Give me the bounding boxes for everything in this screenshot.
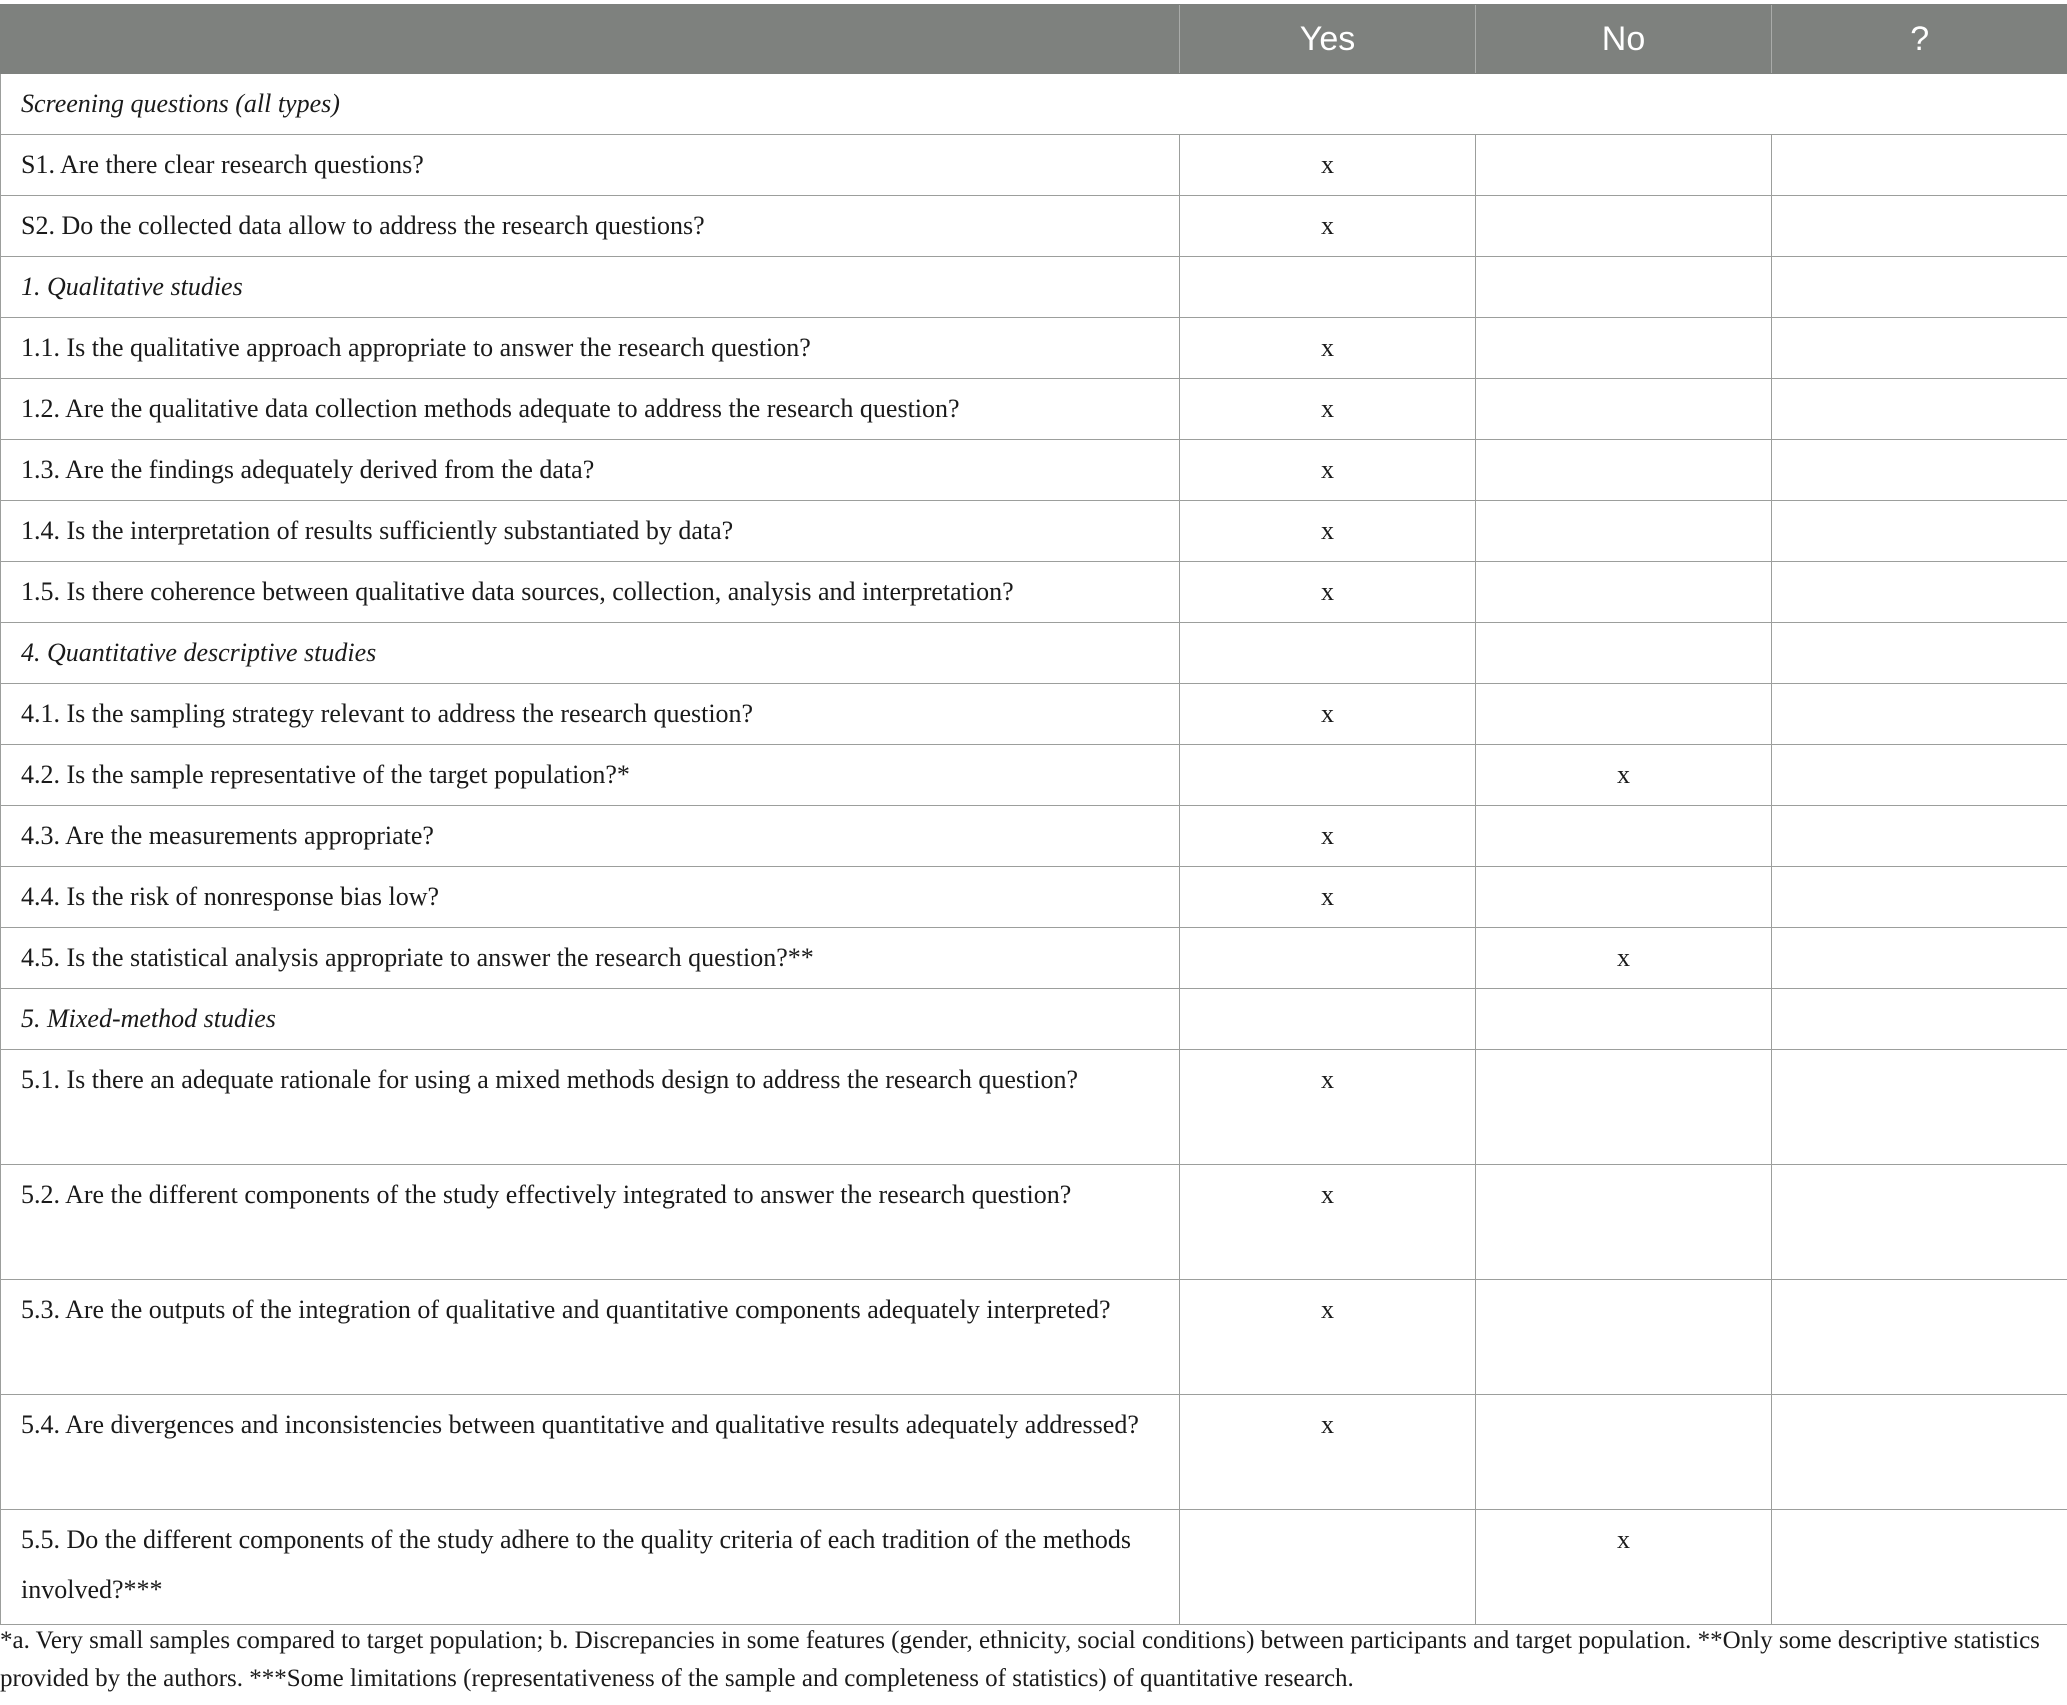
table-container xyxy=(0,4,2067,1625)
no-cell xyxy=(1476,1395,1772,1510)
question-cell: S2. Do the collected data allow to address the research questions? xyxy=(1,196,1180,257)
unsure-cell xyxy=(1772,318,2067,379)
table-row xyxy=(1,501,2067,562)
yes-cell: x xyxy=(1180,318,1476,379)
section-label: 1. Qualitative studies xyxy=(1,257,1180,318)
no-cell: x xyxy=(1476,1510,1772,1625)
unsure-cell xyxy=(1772,745,2067,806)
section-label: 5. Mixed-method studies xyxy=(1,989,1180,1050)
unsure-cell xyxy=(1772,196,2067,257)
unsure-cell xyxy=(1772,1395,2067,1510)
question-cell: 4.3. Are the measurements appropriate? xyxy=(1,806,1180,867)
yes-cell: x xyxy=(1180,1165,1476,1280)
section-label: 4. Quantitative descriptive studies xyxy=(1,623,1180,684)
no-cell xyxy=(1476,684,1772,745)
no-cell xyxy=(1476,806,1772,867)
yes-cell: x xyxy=(1180,806,1476,867)
unsure-cell xyxy=(1772,257,2067,318)
table-row xyxy=(1,1395,2067,1510)
unsure-cell xyxy=(1772,440,2067,501)
unsure-cell xyxy=(1772,623,2067,684)
yes-cell xyxy=(1180,623,1476,684)
table-row xyxy=(1,867,2067,928)
section-row xyxy=(1,623,2067,684)
table-row xyxy=(1,684,2067,745)
question-cell: 1.2. Are the qualitative data collection methods adequate to address the research question? xyxy=(1,379,1180,440)
table-row xyxy=(1,1280,2067,1395)
no-cell xyxy=(1476,318,1772,379)
quality-appraisal-table xyxy=(0,4,2067,1625)
no-cell xyxy=(1476,1050,1772,1165)
no-cell xyxy=(1476,562,1772,623)
table-row xyxy=(1,440,2067,501)
question-cell: 5.3. Are the outputs of the integration of qualitative and quantitative components adequately interpreted? xyxy=(1,1280,1180,1395)
question-cell: 4.2. Is the sample representative of the target population?* xyxy=(1,745,1180,806)
screening-row xyxy=(1,74,2067,135)
header-question xyxy=(1,5,1180,74)
question-cell: 5.4. Are divergences and inconsistencies between quantitative and qualitative results adequately addressed? xyxy=(1,1395,1180,1510)
question-cell: 1.4. Is the interpretation of results sufficiently substantiated by data? xyxy=(1,501,1180,562)
header-unsure: ? xyxy=(1772,5,2067,74)
unsure-cell xyxy=(1772,806,2067,867)
yes-cell: x xyxy=(1180,501,1476,562)
unsure-cell xyxy=(1772,135,2067,196)
yes-cell xyxy=(1180,257,1476,318)
yes-cell: x xyxy=(1180,379,1476,440)
yes-cell: x xyxy=(1180,684,1476,745)
question-cell: 1.5. Is there coherence between qualitative data sources, collection, analysis and interpretation? xyxy=(1,562,1180,623)
unsure-cell xyxy=(1772,1510,2067,1625)
no-cell xyxy=(1476,867,1772,928)
no-cell xyxy=(1476,623,1772,684)
table-row xyxy=(1,1510,2067,1625)
no-cell xyxy=(1476,440,1772,501)
table-row xyxy=(1,1050,2067,1165)
table-row xyxy=(1,806,2067,867)
question-cell: 4.4. Is the risk of nonresponse bias low? xyxy=(1,867,1180,928)
no-cell xyxy=(1476,257,1772,318)
question-cell: 4.1. Is the sampling strategy relevant to address the research question? xyxy=(1,684,1180,745)
screening-label: Screening questions (all types) xyxy=(1,74,2067,135)
unsure-cell xyxy=(1772,989,2067,1050)
unsure-cell xyxy=(1772,867,2067,928)
header-no: No xyxy=(1476,5,1772,74)
unsure-cell xyxy=(1772,684,2067,745)
no-cell xyxy=(1476,501,1772,562)
yes-cell: x xyxy=(1180,1050,1476,1165)
table-row xyxy=(1,379,2067,440)
table-row xyxy=(1,135,2067,196)
header-yes: Yes xyxy=(1180,5,1476,74)
no-cell xyxy=(1476,196,1772,257)
table-row xyxy=(1,1165,2067,1280)
table-row xyxy=(1,318,2067,379)
section-row xyxy=(1,989,2067,1050)
table-row xyxy=(1,196,2067,257)
table-row xyxy=(1,745,2067,806)
question-cell: 5.2. Are the different components of the study effectively integrated to answer the research question? xyxy=(1,1165,1180,1280)
yes-cell: x xyxy=(1180,196,1476,257)
header-row xyxy=(1,5,2067,74)
yes-cell: x xyxy=(1180,1395,1476,1510)
yes-cell: x xyxy=(1180,867,1476,928)
table-row xyxy=(1,928,2067,989)
no-cell xyxy=(1476,135,1772,196)
question-cell: 4.5. Is the statistical analysis appropriate to answer the research question?** xyxy=(1,928,1180,989)
section-row xyxy=(1,257,2067,318)
yes-cell: x xyxy=(1180,1280,1476,1395)
yes-cell: x xyxy=(1180,440,1476,501)
unsure-cell xyxy=(1772,928,2067,989)
no-cell xyxy=(1476,1280,1772,1395)
question-cell: 5.1. Is there an adequate rationale for using a mixed methods design to address the research question? xyxy=(1,1050,1180,1165)
yes-cell xyxy=(1180,1510,1476,1625)
no-cell xyxy=(1476,989,1772,1050)
no-cell: x xyxy=(1476,745,1772,806)
yes-cell: x xyxy=(1180,562,1476,623)
no-cell xyxy=(1476,1165,1772,1280)
yes-cell xyxy=(1180,928,1476,989)
question-cell: S1. Are there clear research questions? xyxy=(1,135,1180,196)
unsure-cell xyxy=(1772,562,2067,623)
unsure-cell xyxy=(1772,1165,2067,1280)
unsure-cell xyxy=(1772,501,2067,562)
table-footnote: *a. Very small samples compared to target population; b. Discrepancies in some features (gender, ethnicity, social conditions) between participants and target population. **Only some descriptive statistics provided by the authors. ***Some limitations (representativeness of the sample and completeness of statistics) of quantitative research. xyxy=(0,1627,2040,1692)
unsure-cell xyxy=(1772,1050,2067,1165)
table-row xyxy=(1,562,2067,623)
yes-cell: x xyxy=(1180,135,1476,196)
yes-cell xyxy=(1180,745,1476,806)
yes-cell xyxy=(1180,989,1476,1050)
question-cell: 5.5. Do the different components of the study adhere to the quality criteria of each tradition of the methods involved?*** xyxy=(1,1510,1180,1625)
unsure-cell xyxy=(1772,1280,2067,1395)
question-cell: 1.1. Is the qualitative approach appropriate to answer the research question? xyxy=(1,318,1180,379)
no-cell: x xyxy=(1476,928,1772,989)
no-cell xyxy=(1476,379,1772,440)
question-cell: 1.3. Are the findings adequately derived from the data? xyxy=(1,440,1180,501)
unsure-cell xyxy=(1772,379,2067,440)
